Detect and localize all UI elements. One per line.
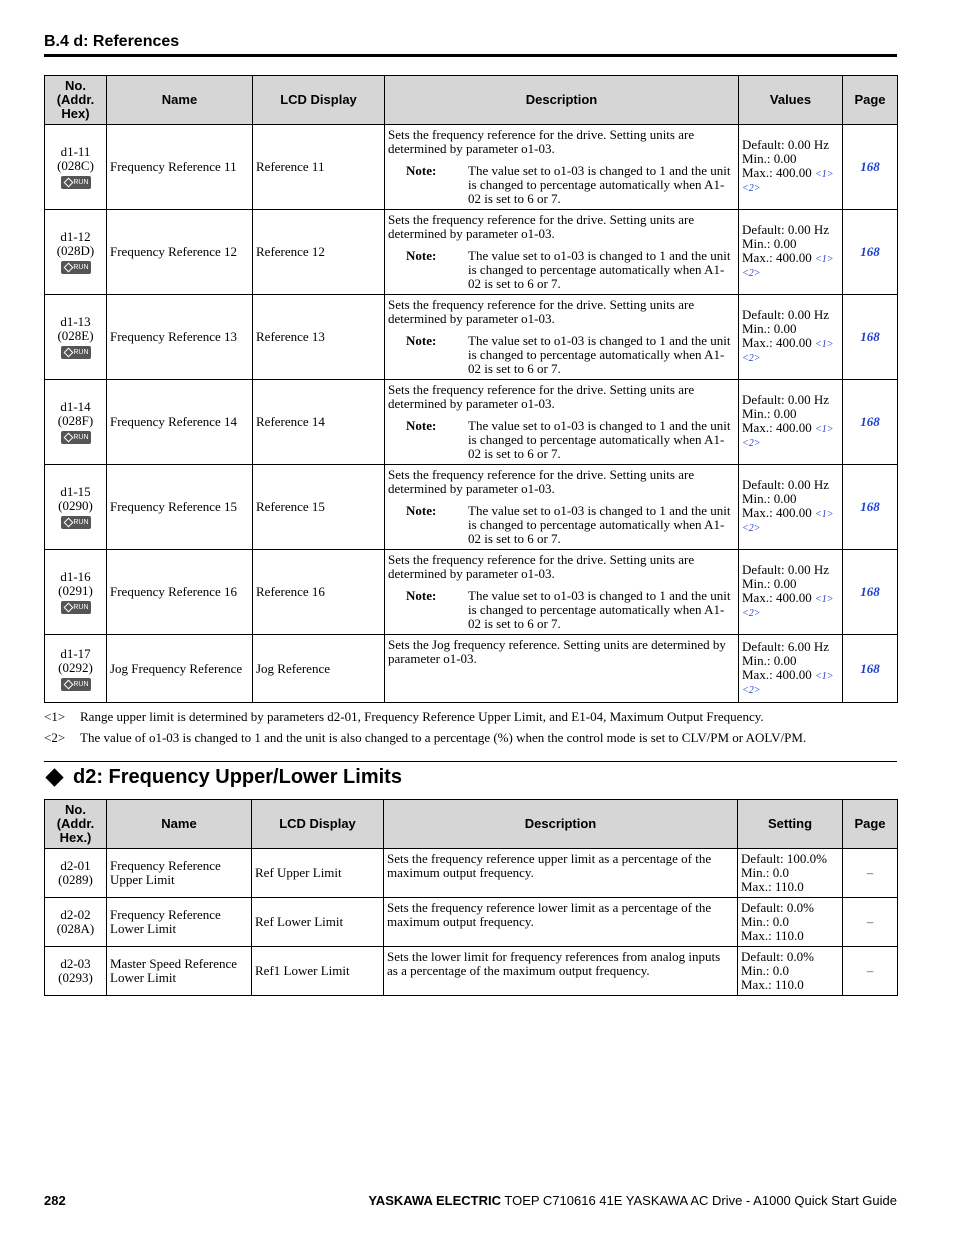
max-value: Max.: 400.00: [742, 420, 812, 435]
page-link[interactable]: 168: [843, 295, 898, 380]
param-name: Frequency Reference 16: [107, 550, 253, 635]
footnote-ref-1[interactable]: <1>: [814, 594, 834, 605]
min-value: Min.: 0.00: [742, 652, 797, 668]
param-number: d1-12: [60, 229, 91, 244]
page-link[interactable]: 168: [843, 380, 898, 465]
header-description: Description: [385, 76, 739, 125]
param-number-cell: [45, 849, 107, 898]
page-link[interactable]: 168: [843, 210, 898, 295]
lcd-display: Reference 11: [253, 125, 385, 210]
footnote-ref-1[interactable]: <1>: [814, 670, 834, 682]
description-text: Sets the frequency reference for the drive. Setting units are determined by parameter o1-03.: [388, 467, 695, 496]
description-cell: [385, 635, 739, 703]
default-value: Default: 0.0%: [741, 900, 814, 915]
note-text: The value set to o1-03 is changed to 1 and the unit is changed to percentage automatically when A1-02 is set to 6 or 7.: [468, 333, 731, 376]
note: [388, 419, 735, 461]
footnote-ref-1[interactable]: <1>: [814, 509, 834, 520]
note-label: Note:: [406, 163, 437, 178]
header-description: Description: [384, 800, 738, 849]
description-text: Sets the frequency reference for the drive. Setting units are determined by parameter o1-03.: [388, 212, 695, 241]
header-values: Values: [739, 76, 843, 125]
default-value: Default: 0.00 Hz: [742, 392, 830, 407]
min-value: Min.: 0.00: [742, 406, 797, 421]
header-name: Name: [107, 76, 253, 125]
param-address: (0289): [58, 872, 93, 887]
footer-brand: YASKAWA ELECTRIC: [368, 1193, 501, 1208]
values-cell: [739, 635, 843, 703]
values-cell: [739, 295, 843, 380]
param-number-cell: [45, 465, 107, 550]
page-value: –: [843, 898, 898, 947]
page-value: –: [843, 849, 898, 898]
run-icon: RUN: [61, 678, 91, 691]
min-value: Min.: 0.00: [742, 321, 797, 336]
description-cell: [385, 125, 739, 210]
description-text: Sets the frequency reference for the drive. Setting units are determined by parameter o1-03.: [388, 127, 695, 156]
param-number-cell: [45, 550, 107, 635]
param-name: Frequency Reference 13: [107, 295, 253, 380]
param-address: (028A): [56, 921, 95, 936]
min-value: Min.: 0.00: [742, 491, 797, 506]
description-text: Sets the frequency reference upper limit as a percentage of the maximum output frequency.: [384, 849, 738, 898]
setting-cell: [738, 849, 843, 898]
header-no: No. (Addr. Hex): [45, 76, 107, 125]
default-value: Default: 100.0%: [741, 851, 827, 866]
default-value: Default: 0.00 Hz: [742, 562, 830, 577]
note: [388, 504, 735, 546]
footnote-ref-1[interactable]: <1>: [814, 254, 834, 265]
default-value: Default: 6.00 Hz: [742, 638, 830, 654]
param-number-cell: [45, 125, 107, 210]
param-number: d1-14: [60, 399, 91, 414]
param-name: Frequency Reference 12: [107, 210, 253, 295]
description-text: Sets the Jog frequency reference. Setting units are determined by parameter o1-03.: [388, 637, 726, 666]
param-number: d2-03: [60, 956, 91, 971]
max-value: Max.: 400.00: [742, 165, 812, 180]
min-value: Min.: 0.0: [741, 963, 790, 978]
max-value: Max.: 110.0: [741, 928, 804, 943]
param-name: Frequency Reference 11: [107, 125, 253, 210]
param-address: (028C): [57, 158, 94, 173]
min-value: Min.: 0.00: [742, 151, 797, 166]
note-text: The value set to o1-03 is changed to 1 and the unit is changed to percentage automatically when A1-02 is set to 6 or 7.: [468, 503, 731, 546]
footnote-text: Range upper limit is determined by parameters d2-01, Frequency Reference Upper Limit, and E1-04, Maximum Output Frequency.: [80, 709, 764, 724]
footnote-2: [44, 730, 904, 746]
header-setting: Setting: [738, 800, 843, 849]
page-value: –: [843, 947, 898, 996]
default-value: Default: 0.00 Hz: [742, 137, 830, 152]
footnote-ref-2[interactable]: <2>: [742, 608, 761, 619]
description-cell: [385, 295, 739, 380]
footer-page-number: 282: [44, 1193, 66, 1208]
header-page: Page: [843, 76, 898, 125]
param-address: (0291): [58, 583, 93, 598]
note-label: Note:: [406, 333, 437, 348]
footnote-ref-2[interactable]: <2>: [742, 353, 761, 364]
lcd-display: Ref Upper Limit: [252, 849, 384, 898]
param-number: d1-11: [60, 144, 91, 159]
param-number: d2-02: [60, 907, 91, 922]
values-cell: [739, 550, 843, 635]
table-row: [45, 210, 898, 295]
table-header-row: [45, 76, 898, 125]
description-text: Sets the lower limit for frequency references from analog inputs as a percentage of the maximum output frequency.: [384, 947, 738, 996]
run-icon: RUN: [61, 346, 91, 359]
footnote-ref-1[interactable]: <1>: [814, 424, 834, 435]
footnote-ref-2[interactable]: <2>: [742, 438, 761, 449]
section-header: B.4 d: References: [44, 33, 180, 50]
lcd-display: Ref1 Lower Limit: [252, 947, 384, 996]
min-value: Min.: 0.0: [741, 914, 790, 929]
param-address: (028D): [56, 243, 95, 258]
header-name: Name: [107, 800, 252, 849]
diamond-bullet-icon: [45, 768, 63, 786]
note: [388, 249, 735, 291]
page-link[interactable]: 168: [843, 465, 898, 550]
param-number: d2-01: [60, 858, 91, 873]
param-number-cell: [45, 210, 107, 295]
footnote-text: The value of o1-03 is changed to 1 and the unit is also changed to a percentage (%) when the control mode is set to CLV/PM or AOLV/PM.: [80, 730, 807, 745]
header-lcd: LCD Display: [253, 76, 385, 125]
footnote-ref-2[interactable]: <2>: [742, 684, 761, 696]
header-rule: [44, 54, 897, 57]
values-cell: [739, 380, 843, 465]
param-number: d1-13: [60, 314, 91, 329]
lcd-display: Ref Lower Limit: [252, 898, 384, 947]
run-icon: RUN: [61, 601, 91, 614]
min-value: Min.: 0.0: [741, 865, 790, 880]
default-value: Default: 0.00 Hz: [742, 222, 830, 237]
note-text: The value set to o1-03 is changed to 1 and the unit is changed to percentage automatically when A1-02 is set to 6 or 7.: [468, 588, 731, 631]
note-text: The value set to o1-03 is changed to 1 and the unit is changed to percentage automatically when A1-02 is set to 6 or 7.: [468, 248, 731, 291]
footnote-ref-2[interactable]: <2>: [742, 268, 761, 279]
description-cell: [385, 550, 739, 635]
default-value: Default: 0.0%: [741, 949, 814, 964]
lcd-display: Jog Reference: [253, 635, 385, 703]
note-label: Note:: [406, 588, 437, 603]
max-value: Max.: 400.00: [742, 505, 812, 520]
max-value: Max.: 110.0: [741, 879, 804, 894]
min-value: Min.: 0.00: [742, 576, 797, 591]
table-header-row: [45, 800, 898, 849]
param-name: Master Speed Reference Lower Limit: [107, 947, 252, 996]
setting-cell: [738, 898, 843, 947]
run-icon: RUN: [61, 176, 91, 189]
description-text: Sets the frequency reference for the drive. Setting units are determined by parameter o1-03.: [388, 552, 695, 581]
setting-cell: [738, 947, 843, 996]
values-cell: [739, 465, 843, 550]
param-number-cell: [45, 947, 107, 996]
header-lcd: LCD Display: [252, 800, 384, 849]
footnote-mark: <1>: [44, 709, 66, 724]
note: [388, 334, 735, 376]
footnote-ref-2[interactable]: <2>: [742, 523, 761, 534]
param-number: d1-16: [60, 569, 91, 584]
footnote-ref-1[interactable]: <1>: [814, 169, 834, 180]
note: [388, 164, 735, 206]
param-address: (028F): [57, 413, 94, 428]
table-row: [45, 295, 898, 380]
run-icon: RUN: [61, 431, 91, 444]
values-cell: [739, 125, 843, 210]
values-cell: [739, 210, 843, 295]
note-label: Note:: [406, 248, 437, 263]
param-address: (0290): [58, 498, 93, 513]
section-rule: [44, 761, 897, 762]
max-value: Max.: 400.00: [742, 590, 812, 605]
section-heading-text: d2: Frequency Upper/Lower Limits: [73, 766, 402, 788]
description-cell: [385, 465, 739, 550]
footnote-mark: <2>: [44, 730, 66, 745]
param-name: Frequency Reference Upper Limit: [107, 849, 252, 898]
footnote-ref-2[interactable]: <2>: [742, 183, 761, 194]
param-number-cell: [45, 295, 107, 380]
param-number: d1-17: [60, 645, 91, 661]
table-row: [45, 125, 898, 210]
param-address: (0293): [58, 970, 93, 985]
max-value: Max.: 110.0: [741, 977, 804, 992]
header-no: No. (Addr. Hex.): [45, 800, 107, 849]
lcd-display: Reference 15: [253, 465, 385, 550]
lcd-display: Reference 16: [253, 550, 385, 635]
lcd-display: Reference 14: [253, 380, 385, 465]
param-name: Frequency Reference Lower Limit: [107, 898, 252, 947]
lcd-display: Reference 13: [253, 295, 385, 380]
footnote-1: [44, 709, 904, 725]
footer-document-title: [368, 1193, 897, 1208]
note: [388, 589, 735, 631]
description-text: Sets the frequency reference lower limit as a percentage of the maximum output frequency.: [384, 898, 738, 947]
description-text: Sets the frequency reference for the drive. Setting units are determined by parameter o1-03.: [388, 382, 695, 411]
param-number-cell: [45, 898, 107, 947]
page-link[interactable]: 168: [843, 635, 898, 703]
max-value: Max.: 400.00: [742, 666, 812, 682]
header-page: Page: [843, 800, 898, 849]
run-icon: RUN: [61, 516, 91, 529]
param-name: Jog Frequency Reference: [107, 635, 253, 703]
max-value: Max.: 400.00: [742, 250, 812, 265]
max-value: Max.: 400.00: [742, 335, 812, 350]
param-address: (028E): [57, 328, 94, 343]
description-cell: [385, 210, 739, 295]
default-value: Default: 0.00 Hz: [742, 477, 830, 492]
run-icon: RUN: [61, 261, 91, 274]
param-name: Frequency Reference 14: [107, 380, 253, 465]
table-row: [45, 635, 898, 703]
page-link[interactable]: 168: [843, 125, 898, 210]
table-row: [45, 947, 898, 996]
parameter-table-d2: [44, 799, 898, 996]
note-text: The value set to o1-03 is changed to 1 and the unit is changed to percentage automatically when A1-02 is set to 6 or 7.: [468, 163, 731, 206]
table-row: [45, 380, 898, 465]
min-value: Min.: 0.00: [742, 236, 797, 251]
note-text: The value set to o1-03 is changed to 1 and the unit is changed to percentage automatically when A1-02 is set to 6 or 7.: [468, 418, 731, 461]
note-label: Note:: [406, 418, 437, 433]
footer-doc-text: TOEP C710616 41E YASKAWA AC Drive - A1000 Quick Start Guide: [501, 1193, 897, 1208]
param-number: d1-15: [60, 484, 91, 499]
table-row: [45, 550, 898, 635]
parameter-table-d1: [44, 75, 898, 703]
param-number-cell: [45, 380, 107, 465]
note-label: Note:: [406, 503, 437, 518]
param-name: Frequency Reference 15: [107, 465, 253, 550]
param-number-cell: [45, 635, 107, 703]
section-heading-d2: [44, 766, 402, 789]
page-link[interactable]: 168: [843, 550, 898, 635]
table-row: [45, 849, 898, 898]
table-row: [45, 465, 898, 550]
footnote-ref-1[interactable]: <1>: [814, 339, 834, 350]
description-text: Sets the frequency reference for the drive. Setting units are determined by parameter o1-03.: [388, 297, 695, 326]
param-address: (0292): [58, 659, 93, 675]
lcd-display: Reference 12: [253, 210, 385, 295]
default-value: Default: 0.00 Hz: [742, 307, 830, 322]
table-row: [45, 898, 898, 947]
description-cell: [385, 380, 739, 465]
